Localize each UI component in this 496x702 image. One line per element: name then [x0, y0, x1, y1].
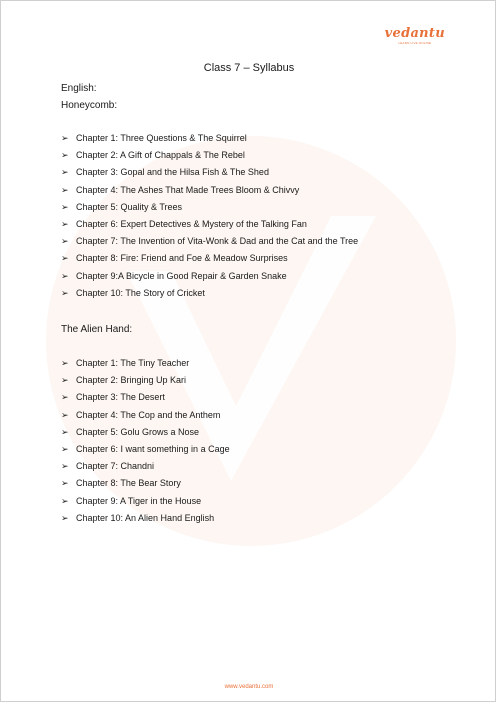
chapter-list-item: [61, 250, 358, 267]
chapter-list-item: [61, 372, 230, 389]
arrow-bullet-icon: ➢: [61, 201, 69, 212]
chapter-title: Chapter 8: Fire: Friend and Foe & Meadow Surprises: [76, 253, 288, 264]
chapter-title: Chapter 5: Golu Grows a Nose: [76, 426, 200, 437]
chapter-title: Chapter 7: The Invention of Vita-Wonk & Dad and the Cat and the Tree: [76, 236, 359, 247]
page-title: Class 7 – Syllabus: [203, 62, 295, 74]
arrow-bullet-icon: ➢: [61, 495, 69, 506]
logo-tagline: LEARN LIVE ONLINE: [398, 41, 432, 45]
chapter-title: Chapter 1: Three Questions & The Squirrel: [76, 133, 247, 143]
section-heading-alien-hand: The Alien Hand:: [61, 324, 133, 335]
arrow-bullet-icon: ➢: [61, 287, 69, 298]
logo-wordmark: vedantu: [384, 26, 445, 41]
footer-url: www.vedantu.com: [224, 684, 274, 690]
chapter-list-item: [61, 285, 358, 302]
chapter-list-item: [61, 130, 358, 147]
chapter-title: Chapter 5: Quality & Trees: [76, 201, 183, 212]
chapter-list-item: [61, 407, 230, 424]
chapter-title: Chapter 2: A Gift of Chappals & The Rebel: [76, 150, 245, 161]
chapter-title: Chapter 9:A Bicycle in Good Repair & Garden Snake: [76, 270, 287, 281]
chapter-title: Chapter 1: The Tiny Teacher: [76, 358, 190, 368]
chapter-title: Chapter 10: An Alien Hand English: [76, 512, 215, 523]
arrow-bullet-icon: ➢: [61, 270, 69, 281]
chapter-title: Chapter 3: Gopal and the Hilsa Fish & The Shed: [76, 167, 269, 178]
arrow-bullet-icon: ➢: [61, 409, 69, 420]
arrow-bullet-icon: ➢: [61, 375, 69, 386]
chapter-title: Chapter 9: A Tiger in the House: [76, 495, 202, 506]
section-heading-honeycomb: Honeycomb:: [61, 100, 118, 111]
chapter-list-item: [61, 458, 230, 475]
arrow-bullet-icon: ➢: [61, 184, 69, 195]
chapter-list-item: [61, 147, 358, 164]
chapter-list-item: [61, 475, 230, 492]
chapter-title: Chapter 3: The Desert: [76, 392, 165, 403]
arrow-bullet-icon: ➢: [61, 426, 69, 437]
arrow-bullet-icon: ➢: [61, 218, 69, 229]
arrow-bullet-icon: ➢: [61, 443, 69, 454]
chapter-list-item: [61, 268, 358, 285]
arrow-bullet-icon: ➢: [61, 253, 69, 264]
chapter-title: Chapter 8: The Bear Story: [76, 478, 181, 489]
chapter-list-item: [61, 493, 230, 510]
chapter-title: Chapter 4: The Cop and the Anthem: [76, 409, 221, 420]
arrow-bullet-icon: ➢: [61, 461, 69, 472]
arrow-bullet-icon: ➢: [61, 358, 69, 368]
alien-hand-chapter-list: [61, 355, 230, 527]
subject-label: English:: [61, 83, 97, 94]
chapter-title: Chapter 2: Bringing Up Kari: [76, 375, 187, 386]
arrow-bullet-icon: ➢: [61, 512, 69, 523]
chapter-title: Chapter 6: Expert Detectives & Mystery of the Talking Fan: [76, 218, 307, 229]
chapter-list-item: [61, 510, 230, 527]
chapter-list-item: [61, 199, 358, 216]
chapter-title: Chapter 4: The Ashes That Made Trees Bloom & Chivvy: [76, 184, 300, 195]
arrow-bullet-icon: ➢: [61, 392, 69, 403]
arrow-bullet-icon: ➢: [61, 133, 69, 143]
vedantu-logo: [385, 27, 445, 45]
honeycomb-chapter-list: [61, 130, 358, 302]
chapter-list-item: [61, 355, 230, 372]
arrow-bullet-icon: ➢: [61, 150, 69, 161]
chapter-list-item: [61, 182, 358, 199]
chapter-list-item: [61, 424, 230, 441]
chapter-title: Chapter 7: Chandni: [76, 461, 155, 472]
chapter-list-item: [61, 389, 230, 406]
arrow-bullet-icon: ➢: [61, 478, 69, 489]
chapter-title: Chapter 6: I want something in a Cage: [76, 443, 230, 454]
arrow-bullet-icon: ➢: [61, 167, 69, 178]
chapter-list-item: [61, 164, 358, 181]
chapter-list-item: [61, 233, 358, 250]
arrow-bullet-icon: ➢: [61, 236, 69, 247]
chapter-title: Chapter 10: The Story of Cricket: [76, 287, 205, 298]
chapter-list-item: [61, 216, 358, 233]
chapter-list-item: [61, 441, 230, 458]
